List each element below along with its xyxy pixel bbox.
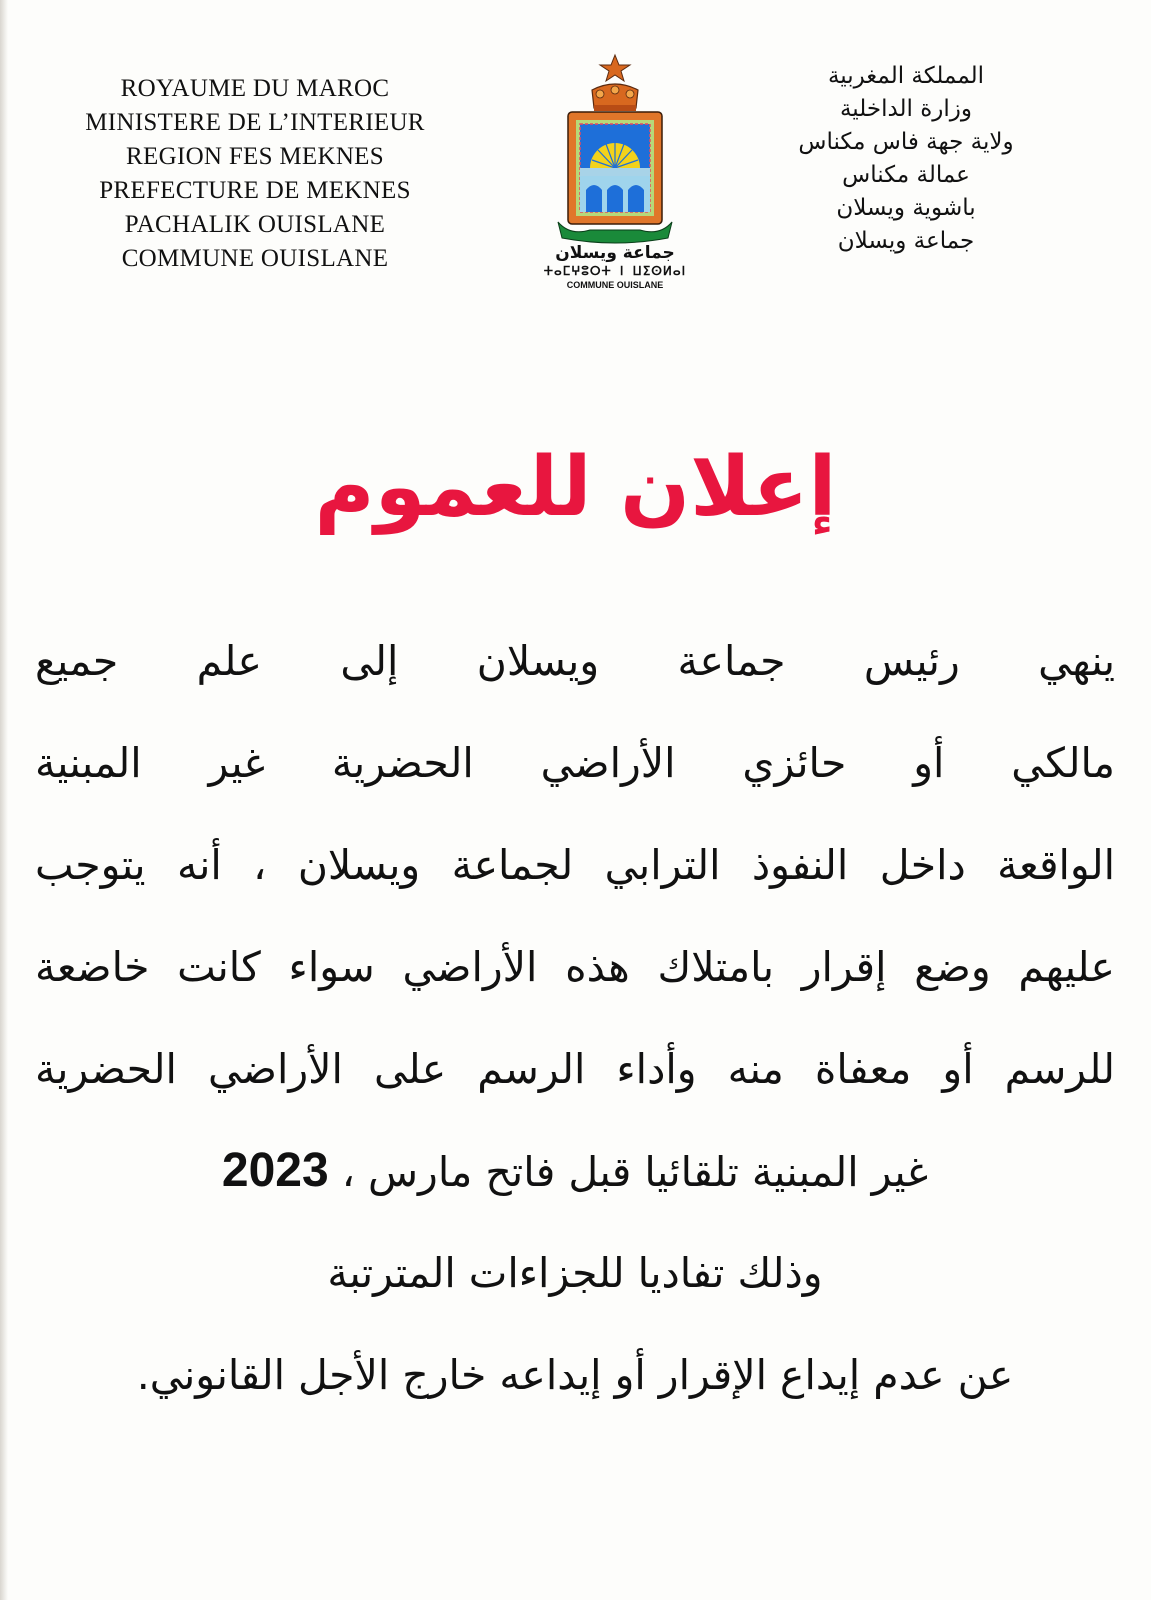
header-fr-line: COMMUNE OUISLANE [121,245,389,272]
announcement-body [35,610,1115,1426]
body-line: الواقعة داخل النفوذ الترابي لجماعة ويسلان ، أنه يتوجب [35,841,1115,889]
page-edge [0,0,8,1600]
header-french [55,72,455,276]
header-fr-line: ROYAUME DU MAROC [120,75,390,102]
header-ar-line: جماعة ويسلان [837,228,975,254]
shield-icon [568,112,662,224]
commune-emblem [540,50,690,310]
header-fr-line: MINISTERE DE L’INTERIEUR [85,109,425,136]
header-fr-line: REGION FES MEKNES [126,143,384,170]
emblem-name-tifinagh: ⵜⴰⵎⵖⵓⵔⵜ ⵏ ⵡⵉⵙⵍⴰⵏ [543,264,687,278]
emblem-icon [550,50,680,245]
header-ar-line: وزارة الداخلية [839,96,973,122]
body-line: وذلك تفاديا للجزاءات المترتبة [327,1249,823,1297]
ribbon-icon [558,222,672,243]
body-line: مالكي أو حائزي الأراضي الحضرية غير المبنية [35,739,1115,787]
body-line: عن عدم إيداع الإقرار أو إيداعه خارج الأجل القانوني. [136,1351,1014,1399]
header-fr-line: PACHALIK OUISLANE [124,211,386,238]
announcement-title: إعلان للعموم [314,440,837,535]
header-fr-line: PREFECTURE DE MEKNES [99,177,411,204]
body-line: ينهي رئيس جماعة ويسلان إلى علم جميع [35,637,1115,685]
header-arabic [741,60,1071,258]
header-ar-line: عمالة مكناس [842,162,970,188]
body-line: للرسم أو معفاة منه وأداء الرسم على الأراضي الحضرية [35,1045,1115,1093]
deadline-year: 2023 [221,1144,329,1197]
header-ar-line: ولاية جهة فاس مكناس [798,129,1014,155]
emblem-name-french: COMMUNE OUISLANE [566,280,664,290]
body-line-date [35,1120,1115,1222]
body-line: عليهم وضع إقرار بامتلاك هذه الأراضي سواء كانت خاضعة [35,943,1115,991]
crown-icon [592,55,638,111]
header-ar-line: باشوية ويسلان [836,195,976,221]
body-date-text: غير المبنية تلقائيا قبل فاتح مارس ، [341,1148,929,1196]
header-ar-line: المملكة المغربية [827,63,985,89]
emblem-name-arabic: جماعة ويسلان [555,243,675,263]
